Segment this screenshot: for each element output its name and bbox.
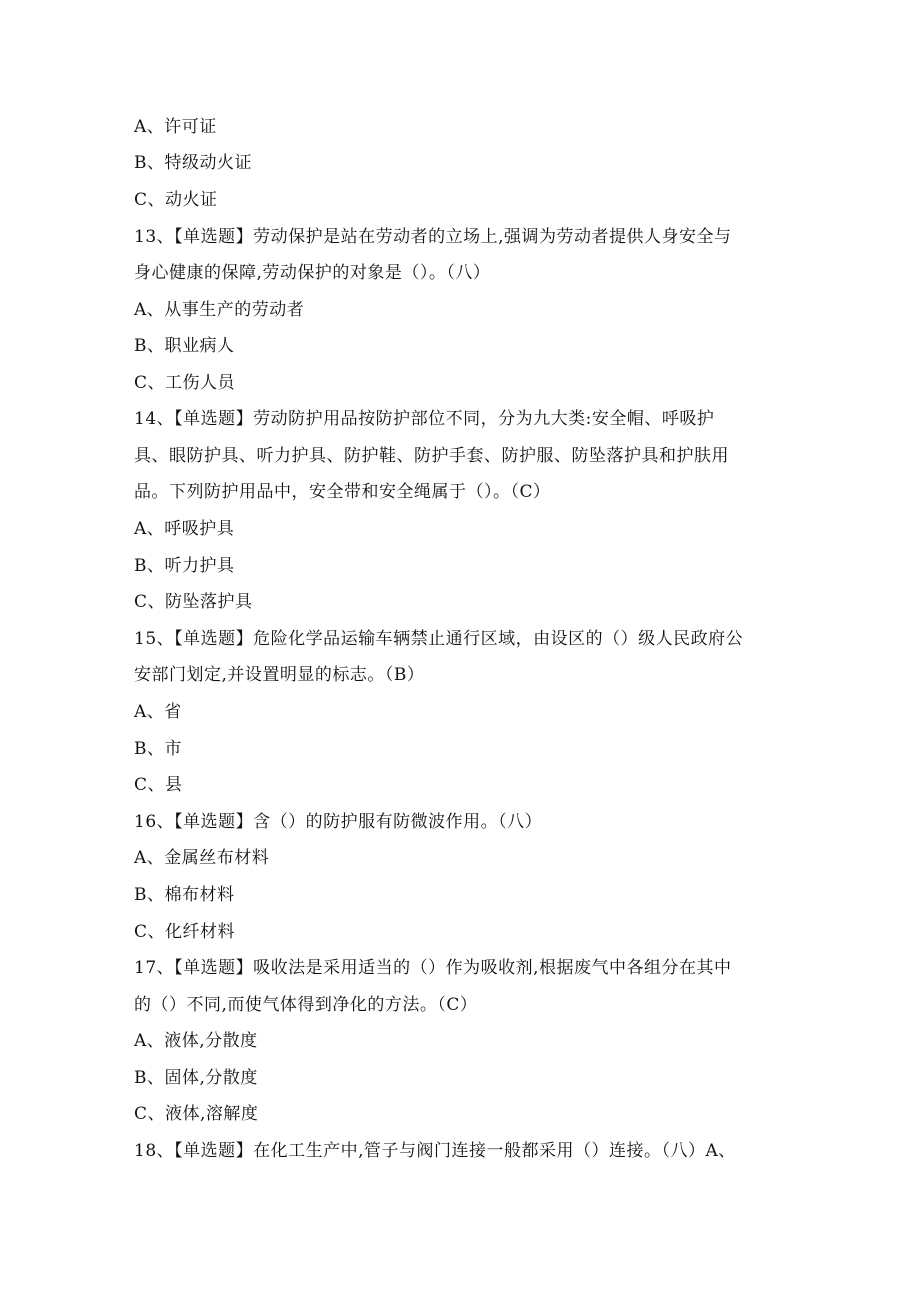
option-a-permit: A、许可证 <box>134 117 217 137</box>
question-14-option-a: A、呼吸护具 <box>134 519 235 539</box>
question-17-line-2: 的（）不同,而使气体得到净化的方法。（C） <box>134 995 478 1015</box>
question-14-option-b: B、听力护具 <box>134 556 235 576</box>
question-17-option-a: A、液体,分散度 <box>134 1031 258 1051</box>
question-16-line-1: 16、【单选题】含（）的防护服有防微波作用。（八） <box>134 812 543 832</box>
question-17-line-1: 17、【单选题】吸收法是采用适当的（）作为吸收剂,根据废气中各组分在其中 <box>134 958 732 978</box>
question-18-line-1: 18、【单选题】在化工生产中,管子与阀门连接一般都采用（）连接。（八）A、 <box>134 1141 736 1161</box>
question-15-option-c: C、县 <box>134 775 183 795</box>
question-17-option-b: B、固体,分散度 <box>134 1068 258 1088</box>
question-15-line-1: 15、【单选题】危险化学品运输车辆禁止通行区域，由设区的（）级人民政府公 <box>134 629 744 649</box>
question-14-line-1: 14、【单选题】劳动防护用品按防护部位不同，分为九大类:安全帽、呼吸护 <box>134 409 715 429</box>
question-14-option-c: C、防坠落护具 <box>134 592 253 612</box>
question-13-option-b: B、职业病人 <box>134 336 235 356</box>
option-c-fire-permit: C、动火证 <box>134 190 218 210</box>
question-16-option-b: B、棉布材料 <box>134 885 235 905</box>
question-13-option-a: A、从事生产的劳动者 <box>134 300 305 320</box>
question-13-option-c: C、工伤人员 <box>134 373 236 393</box>
question-16-option-a: A、金属丝布材料 <box>134 848 270 868</box>
question-15-option-b: B、市 <box>134 739 182 759</box>
option-b-special-fire-permit: B、特级动火证 <box>134 153 252 173</box>
question-14-line-3: 品。下列防护用品中，安全带和安全绳属于（）。（C） <box>134 482 551 502</box>
question-17-option-c: C、液体,溶解度 <box>134 1104 259 1124</box>
question-14-line-2: 具、眼防护具、听力护具、防护鞋、防护手套、防护服、防坠落护具和护肤用 <box>134 446 729 466</box>
question-15-line-2: 安部门划定,并设置明显的标志。（B） <box>134 665 425 685</box>
question-13-line-2: 身心健康的保障,劳动保护的对象是（）。（八） <box>134 263 491 283</box>
question-13-line-1: 13、【单选题】劳动保护是站在劳动者的立场上,强调为劳动者提供人身安全与 <box>134 227 732 247</box>
question-16-option-c: C、化纤材料 <box>134 922 236 942</box>
question-15-option-a: A、省 <box>134 702 182 722</box>
